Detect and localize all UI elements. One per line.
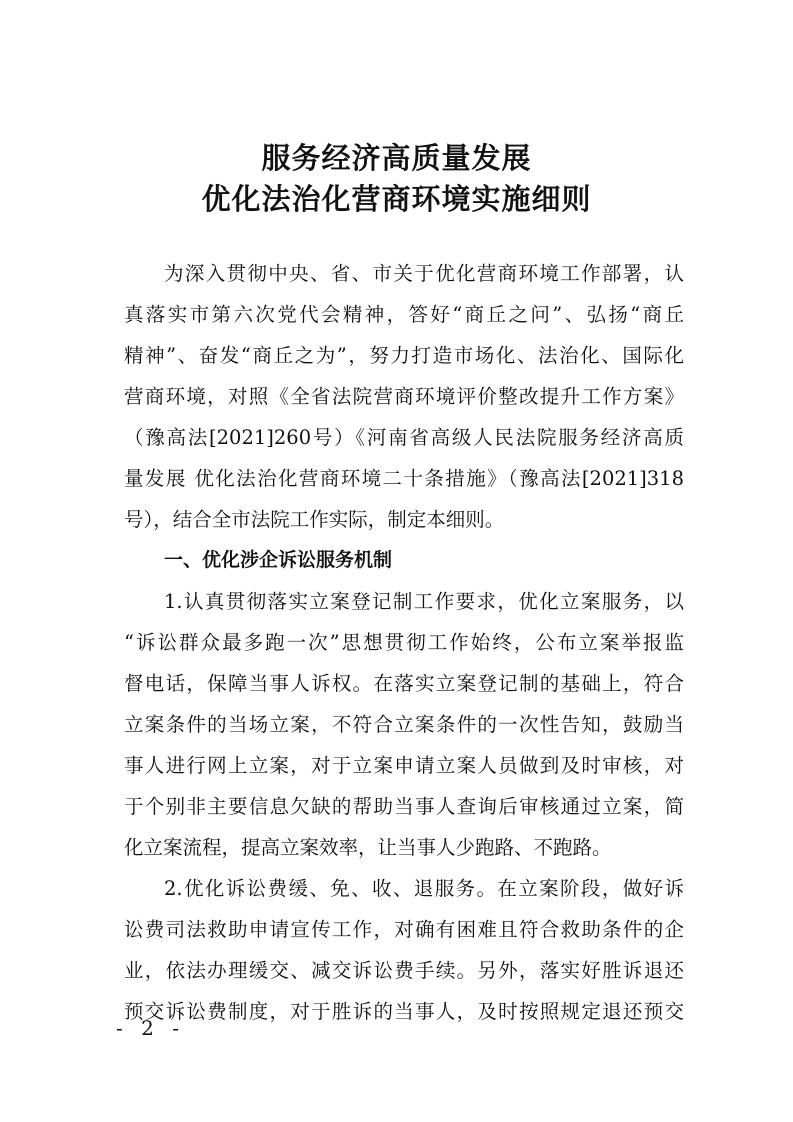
intro-line: 精神”、奋发“商丘之为”，努力打造市场化、法治化、国际化 — [124, 344, 684, 367]
item1-line: 事人进行网上立案，对于立案申请立案人员做到及时审核，对 — [124, 754, 684, 777]
section-heading: 一、优化涉企诉讼服务机制 — [164, 549, 393, 571]
intro-line: 号），结合全市法院工作实际，制定本细则。 — [124, 508, 505, 531]
item1-line: 于个别非主要信息欠缺的帮助当事人查询后审核通过立案，简 — [124, 795, 684, 818]
document-body — [124, 253, 684, 1032]
item1-line: “诉讼群众最多跑一次”思想贯彻工作始终，公布立案举报监 — [124, 631, 684, 654]
intro-line: 量发展 优化法治化营商环境二十条措施》（豫高法[2021]318 — [124, 467, 684, 490]
item1-line: 督电话，保障当事人诉权。在落实立案登记制的基础上，符合 — [124, 672, 684, 695]
intro-line: 真落实市第六次党代会精神，答好“商丘之问”、弘扬“商丘 — [124, 303, 684, 326]
intro-line: （豫高法[2021]260号）《河南省高级人民法院服务经济高质 — [124, 426, 684, 449]
item2-line: 2.优化诉讼费缓、免、收、退服务。在立案阶段，做好诉 — [164, 877, 684, 900]
item1-line: 立案条件的当场立案，不符合立案条件的一次性告知，鼓励当 — [124, 713, 684, 736]
document-title-line-1: 服务经济高质量发展 — [261, 141, 532, 175]
item1-line: 1.认真贯彻落实立案登记制工作要求，优化立案服务，以 — [164, 590, 684, 613]
document-title-line-2: 优化法治化营商环境实施细则 — [201, 182, 592, 216]
item1-line: 化立案流程，提高立案效率，让当事人少跑路、不跑路。 — [124, 836, 612, 859]
item2-line: 预交诉讼费制度，对于胜诉的当事人，及时按照规定退还预交 — [124, 1000, 684, 1023]
item2-line: 讼费司法救助申请宣传工作，对确有困难且符合救助条件的企 — [124, 918, 684, 941]
intro-line: 为深入贯彻中央、省、市关于优化营商环境工作部署，认 — [164, 262, 684, 285]
page-number: - 2 - — [116, 1016, 185, 1040]
item2-line: 业，依法办理缓交、减交诉讼费手续。另外，落实好胜诉退还 — [124, 959, 684, 982]
intro-line: 营商环境，对照《全省法院营商环境评价整改提升工作方案》 — [124, 385, 684, 408]
